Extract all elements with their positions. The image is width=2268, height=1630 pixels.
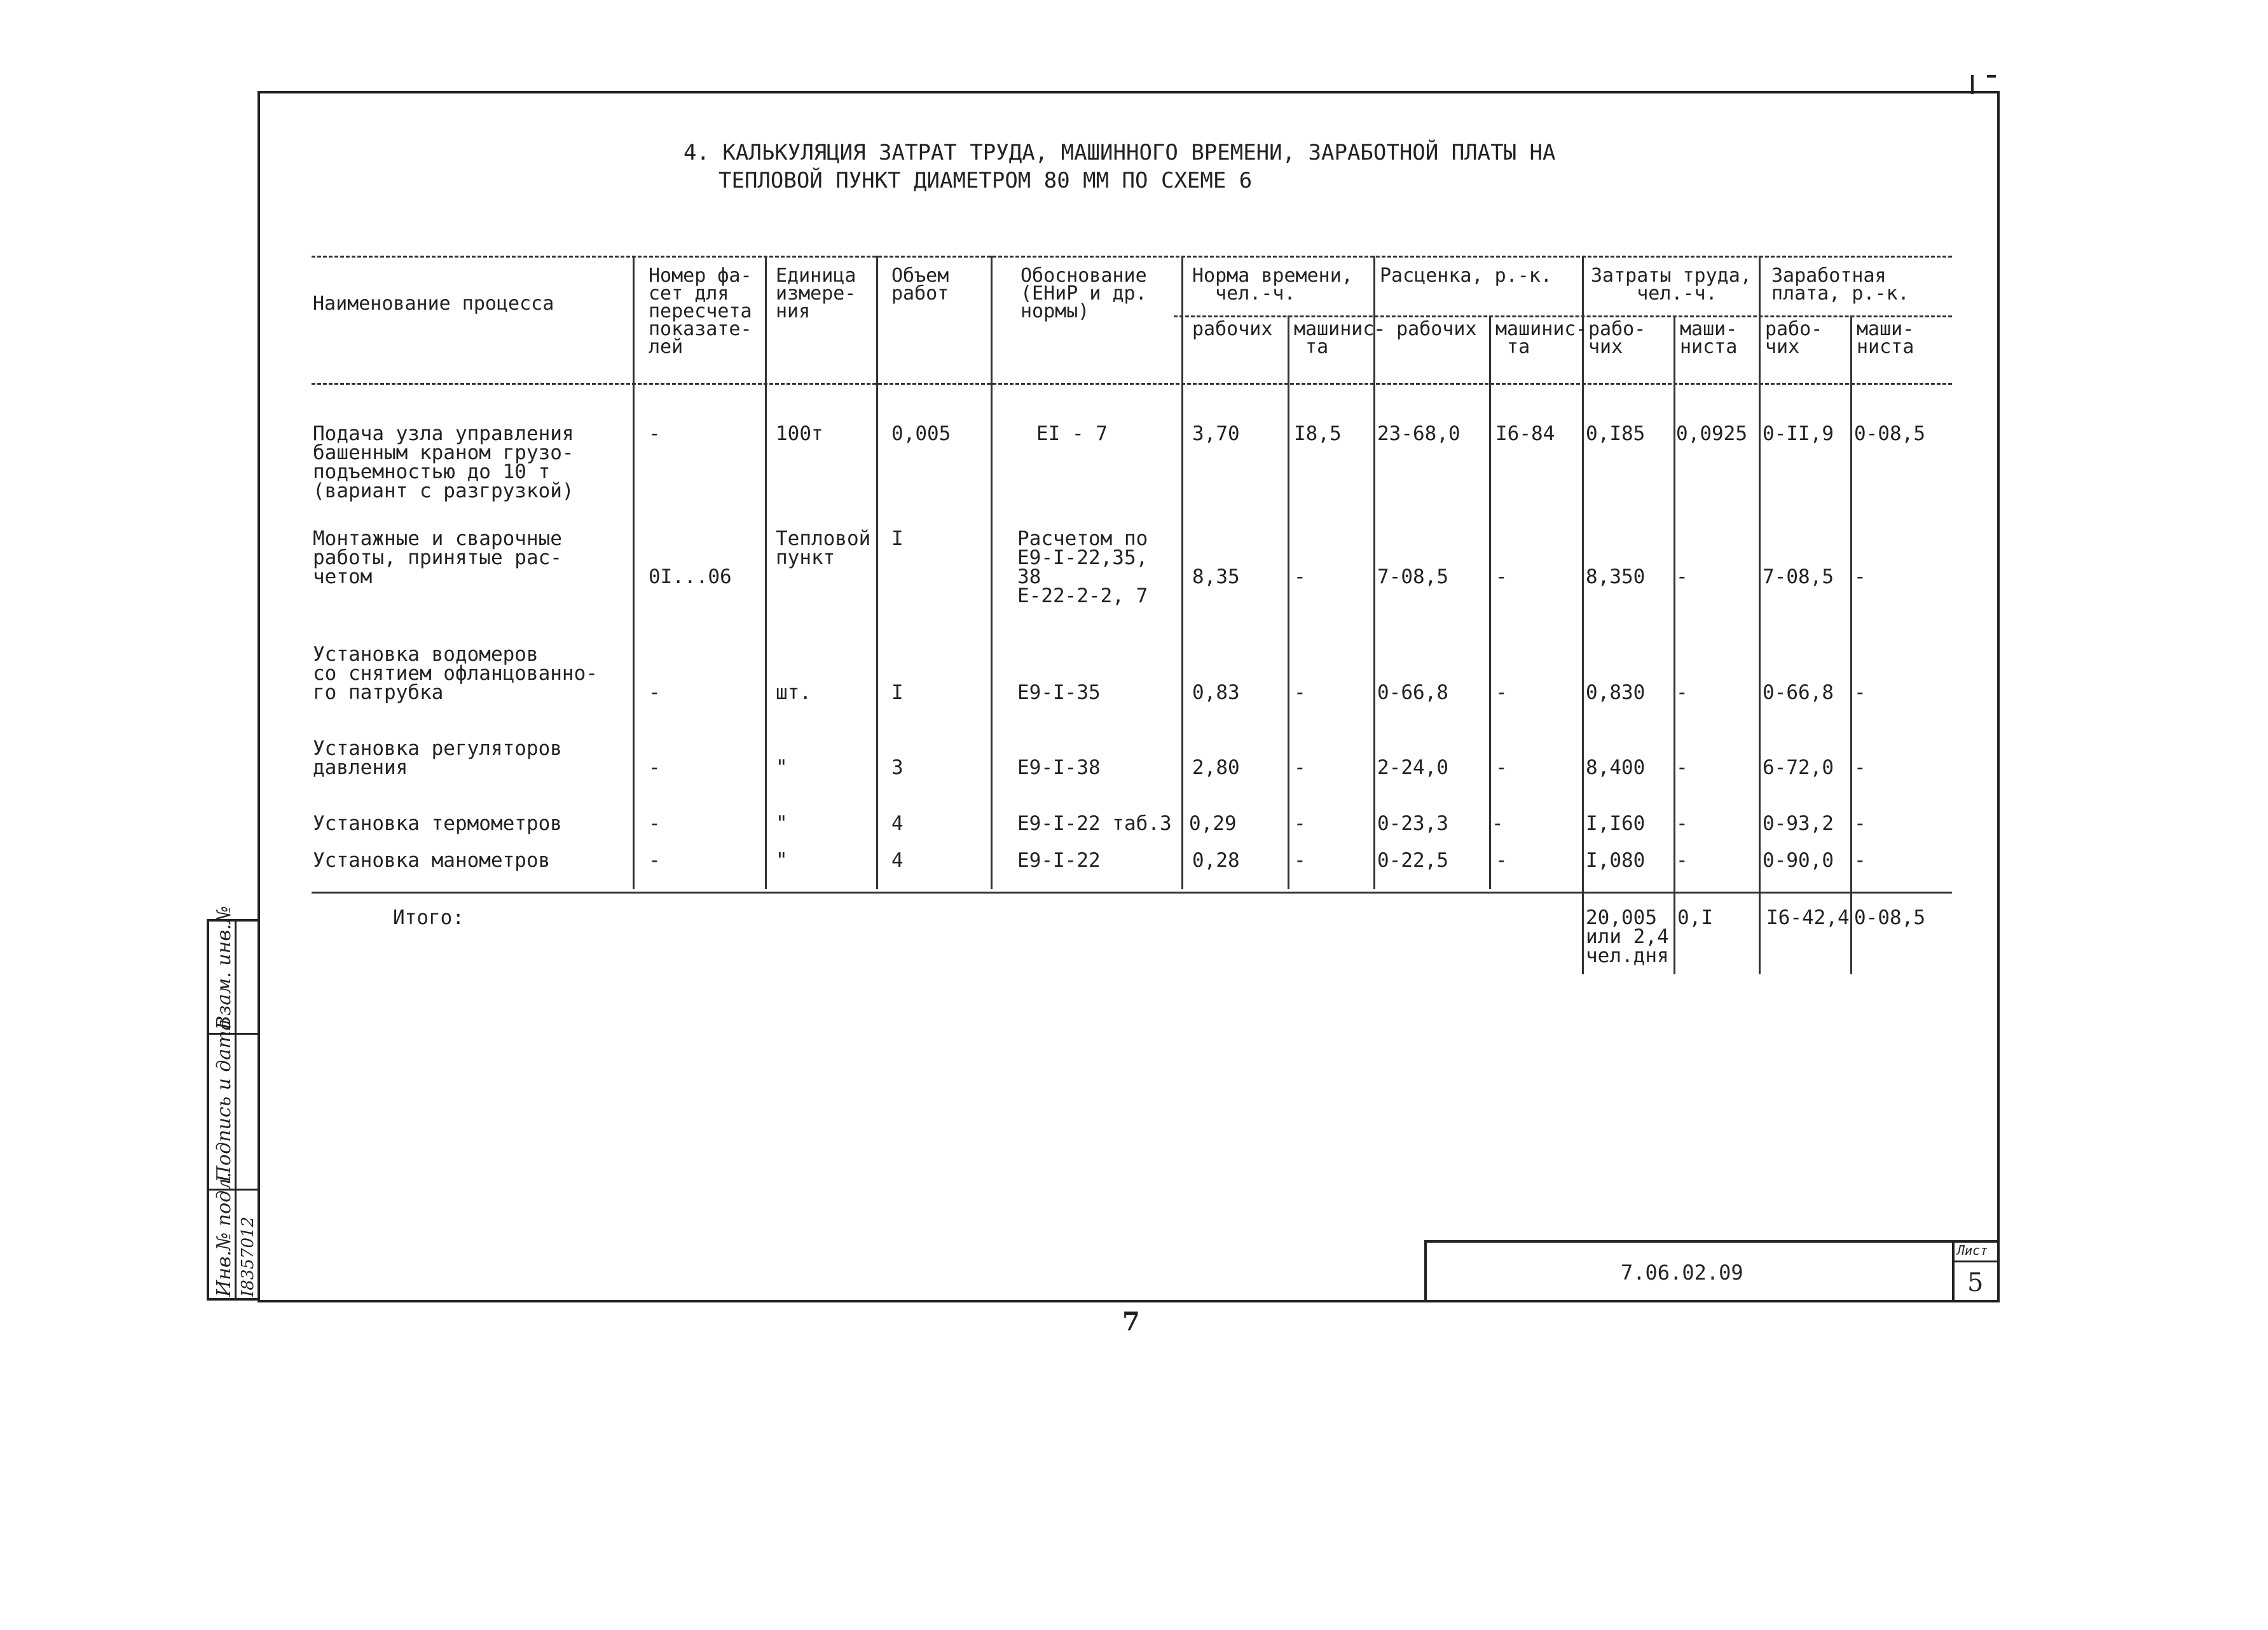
row-5-wage-machinist: - [1854, 849, 1866, 872]
row-1-wage-workers: 7-08,5 [1763, 565, 1834, 588]
row-0-rate-machinist: I6-84 [1495, 422, 1555, 445]
row-4-norm-workers: 0,29 [1189, 812, 1237, 835]
row-4-facet: - [649, 812, 661, 835]
row-0-norm-workers: 3,70 [1192, 422, 1240, 445]
row-4-rate-machinist: - [1492, 812, 1504, 835]
row-4-unit: " [776, 812, 788, 835]
table-rule [312, 256, 1952, 258]
row-4-rate-workers: 0-23,3 [1377, 812, 1448, 835]
side-label-inventory: Инв.№ подл. [213, 1172, 235, 1297]
calculation-table [312, 256, 1952, 974]
row-1-norm-machinist: - [1294, 565, 1306, 588]
col-divider [1674, 315, 1675, 974]
row-4-basis: Е9-I-22 таб.3 [1017, 812, 1172, 835]
header-wage-machinist: маши- ниста [1857, 318, 1914, 358]
row-4-volume: 4 [891, 812, 904, 835]
col-divider [1850, 315, 1852, 974]
header-volume: Объем работ [891, 265, 949, 305]
title-line-1: 4. КАЛЬКУЛЯЦИЯ ЗАТРАТ ТРУДА, МАШИННОГО ВРЕМЕНИ, ЗАРАБОТНОЙ ПЛАТЫ НА [684, 140, 1556, 165]
side-label-signature: Подпись и дата [213, 1019, 235, 1182]
header-facet: Номер фа- сет для пересчета показате- лей [649, 265, 752, 358]
header-labor: Затраты труда, чел.-ч. [1591, 265, 1752, 305]
row-1-labor-workers: 8,350 [1586, 565, 1646, 588]
row-4-wage-workers: 0-93,2 [1763, 812, 1834, 835]
header-unit: Единица измере- ния [776, 265, 856, 322]
row-5-facet: - [649, 849, 661, 872]
header-rate-workers: - рабочих [1373, 318, 1477, 340]
header-labor-workers: рабо- чих [1588, 318, 1646, 358]
row-3-basis: Е9-I-38 [1017, 756, 1101, 779]
row-3-volume: 3 [891, 756, 904, 779]
row-3-facet: - [649, 756, 661, 779]
side-label-replace-inv: Взам. инв.№ [213, 906, 235, 1030]
row-0-unit: 100т [776, 422, 823, 445]
corner-mark [1971, 75, 1974, 94]
inventory-number: I8357012 [238, 1216, 258, 1297]
col-divider [633, 256, 635, 889]
row-3-norm-workers: 2,80 [1192, 756, 1240, 779]
row-1-rate-machinist: - [1495, 565, 1508, 588]
row-4-norm-machinist: - [1294, 812, 1306, 835]
side-stamp [207, 906, 260, 1301]
row-5-norm-workers: 0,28 [1192, 849, 1240, 872]
row-2-labor-workers: 0,830 [1586, 681, 1646, 704]
row-5-rate-workers: 0-22,5 [1377, 849, 1448, 872]
row-4-wage-machinist: - [1854, 812, 1866, 835]
document-code: 7.06.02.09 [1621, 1260, 1743, 1285]
row-1-norm-workers: 8,35 [1192, 565, 1240, 588]
title-line-2: ТЕПЛОВОЙ ПУНКТ ДИАМЕТРОМ 80 ММ ПО СХЕМЕ 6 [718, 168, 1253, 193]
sheet-label: Лист [1957, 1243, 1988, 1258]
row-0-labor-machinist: 0,0925 [1676, 422, 1747, 445]
row-2-norm-workers: 0,83 [1192, 681, 1240, 704]
row-0-wage-machinist: 0-08,5 [1854, 422, 1925, 445]
header-norm-machinist: машинис- та [1294, 318, 1386, 358]
col-divider [765, 256, 767, 889]
header-norm-workers: рабочих [1192, 318, 1273, 340]
row-2-rate-workers: 0-66,8 [1377, 681, 1448, 704]
sheet-box [1952, 1240, 2000, 1302]
row-2-volume: I [891, 681, 904, 704]
total-labor-machinist: 0,I [1677, 906, 1713, 929]
table-rule [1174, 315, 1952, 317]
table-rule [312, 383, 1952, 385]
row-5-volume: 4 [891, 849, 904, 872]
row-0-rate-workers: 23-68,0 [1377, 422, 1460, 445]
col-divider [991, 256, 993, 889]
row-1-wage-machinist: - [1854, 565, 1866, 588]
row-1-volume: I [891, 527, 904, 550]
total-wage-workers: I6-42,4 [1766, 906, 1850, 929]
header-rate-machinist: машинис- та [1495, 318, 1588, 358]
row-5-unit: " [776, 849, 788, 872]
row-0-facet: - [649, 422, 661, 445]
sheet-number: 5 [1967, 1268, 1984, 1297]
row-1-process: Монтажные и сварочные работы, принятые рас- четом [313, 527, 562, 588]
row-2-rate-machinist: - [1495, 681, 1508, 704]
row-3-wage-machinist: - [1854, 756, 1866, 779]
row-3-labor-workers: 8,400 [1586, 756, 1646, 779]
total-wage-machinist: 0-08,5 [1854, 906, 1925, 929]
row-0-norm-machinist: I8,5 [1294, 422, 1342, 445]
row-3-labor-machinist: - [1676, 756, 1688, 779]
row-2-facet: - [649, 681, 661, 704]
row-0-volume: 0,005 [891, 422, 951, 445]
row-0-labor-workers: 0,I85 [1586, 422, 1646, 445]
header-process: Наименование процесса [313, 293, 554, 315]
row-2-basis: Е9-I-35 [1017, 681, 1101, 704]
row-0-process: Подача узла управления башенным краном грузо- подъемностью до 10 т (вариант с разгрузкой) [313, 422, 574, 502]
row-1-basis: Расчетом по Е9-I-22,35, 38 Е-22-2-2, 7 [1017, 527, 1148, 607]
row-0-basis: ЕI - 7 [1036, 422, 1108, 445]
row-4-labor-workers: I,I60 [1586, 812, 1646, 835]
row-5-labor-workers: I,080 [1586, 849, 1646, 872]
row-3-rate-machinist: - [1495, 756, 1508, 779]
title-block [1424, 1240, 1952, 1302]
row-2-norm-machinist: - [1294, 681, 1306, 704]
row-1-facet: 0I...06 [649, 565, 732, 588]
row-2-process: Установка водомеров со снятием офланцованно- го патрубка [313, 643, 598, 704]
col-divider [1582, 256, 1584, 974]
row-3-wage-workers: 6-72,0 [1763, 756, 1834, 779]
corner-mark [1987, 75, 1996, 78]
col-divider [1288, 315, 1289, 889]
header-rate: Расценка, р.-к. [1380, 265, 1552, 287]
header-labor-machinist: маши- ниста [1680, 318, 1738, 358]
row-2-labor-machinist: - [1676, 681, 1688, 704]
row-2-wage-workers: 0-66,8 [1763, 681, 1834, 704]
total-labor-workers: 20,005 или 2,4 чел.дня [1586, 906, 1669, 967]
row-5-process: Установка манометров [313, 849, 551, 872]
header-wage-workers: рабо- чих [1765, 318, 1823, 358]
row-1-labor-machinist: - [1676, 565, 1688, 588]
row-5-wage-workers: 0-90,0 [1763, 849, 1834, 872]
row-5-rate-machinist: - [1495, 849, 1508, 872]
table-rule [312, 892, 1952, 894]
row-0-wage-workers: 0-II,9 [1763, 422, 1834, 445]
col-divider [876, 256, 878, 889]
row-5-basis: Е9-I-22 [1017, 849, 1101, 872]
total-label: Итого: [393, 906, 464, 929]
header-norm: Норма времени, чел.-ч. [1192, 265, 1353, 305]
row-1-rate-workers: 7-08,5 [1377, 565, 1448, 588]
row-3-rate-workers: 2-24,0 [1377, 756, 1448, 779]
header-wage: Заработная плата, р.-к. [1771, 265, 1909, 305]
row-2-wage-machinist: - [1854, 681, 1866, 704]
document-title [684, 139, 1555, 195]
page-number: 7 [1122, 1307, 1140, 1337]
header-basis: Обоснование (ЕНиР и др. нормы) [1021, 265, 1147, 322]
col-divider [1181, 256, 1183, 889]
row-2-unit: шт. [776, 681, 811, 704]
row-3-unit: " [776, 756, 788, 779]
row-5-norm-machinist: - [1294, 849, 1306, 872]
row-3-norm-machinist: - [1294, 756, 1306, 779]
col-divider [1489, 315, 1491, 889]
row-4-labor-machinist: - [1676, 812, 1688, 835]
row-5-labor-machinist: - [1676, 849, 1688, 872]
row-1-unit: Тепловой пункт [776, 527, 871, 569]
row-4-process: Установка термометров [313, 812, 562, 835]
col-divider [1759, 256, 1761, 974]
row-3-process: Установка регуляторов давления [313, 737, 562, 779]
